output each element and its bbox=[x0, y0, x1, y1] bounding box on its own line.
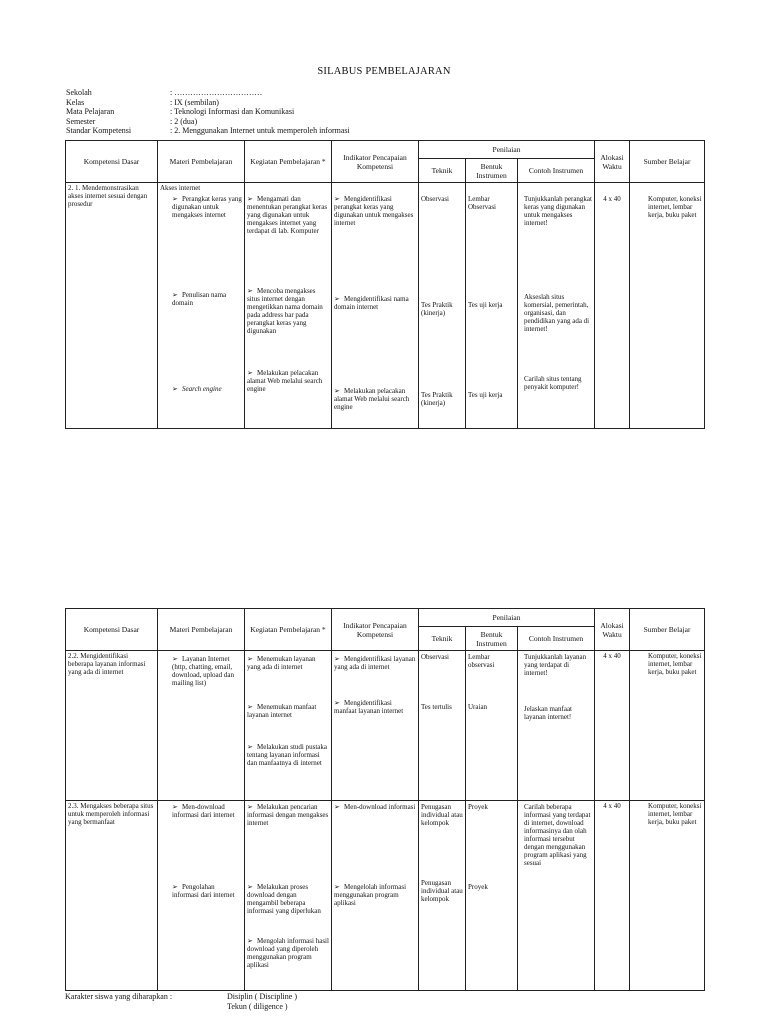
contoh-text: Akseslah situs komersial, pemerintah, organisasi, dan pendidikan yang ada di internet! bbox=[524, 293, 590, 333]
arrow-bullet-icon: ➢ bbox=[172, 385, 178, 393]
footer-row bbox=[65, 992, 297, 1002]
indikator-cell bbox=[332, 801, 419, 991]
header-contoh: Contoh Instrumen bbox=[518, 627, 595, 651]
header-materi: Materi Pembelajaran bbox=[158, 141, 245, 183]
indikator-item bbox=[334, 387, 416, 411]
kegiatan-item bbox=[247, 743, 329, 767]
arrow-bullet-icon: ➢ bbox=[247, 655, 253, 663]
arrow-bullet-icon: ➢ bbox=[334, 883, 340, 891]
teknik-text: Penugasan individual atau kelompok bbox=[421, 803, 463, 827]
meta-label: Sekolah bbox=[66, 88, 92, 97]
meta-value: : …………………………… bbox=[170, 88, 263, 97]
arrow-bullet-icon: ➢ bbox=[334, 803, 340, 811]
alokasi-text: 4 x 40 bbox=[603, 652, 621, 660]
footer-karakter bbox=[65, 992, 297, 1012]
kegiatan-cell bbox=[245, 183, 332, 429]
indikator-text: Men-download informasi bbox=[344, 803, 416, 811]
contoh-text: Jelaskan manfaat layanan internet! bbox=[524, 705, 573, 721]
kegiatan-item bbox=[247, 655, 329, 671]
teknik-text: Observasi bbox=[421, 195, 449, 203]
kegiatan-text: Menemukan layanan yang ada di internet bbox=[247, 655, 316, 671]
contoh-cell bbox=[518, 183, 595, 429]
arrow-bullet-icon: ➢ bbox=[172, 883, 178, 891]
header-penilaian: Penilaian bbox=[419, 141, 595, 159]
materi-text: Penulisan nama domain bbox=[172, 291, 227, 307]
meta-label: Kelas bbox=[66, 97, 85, 107]
indikator-item bbox=[334, 803, 416, 811]
syllabus-meta bbox=[66, 88, 350, 136]
footer-value: Tekun ( diligence ) bbox=[227, 1002, 288, 1011]
bentuk-text: Tes uji kerja bbox=[468, 301, 503, 309]
arrow-bullet-icon: ➢ bbox=[334, 699, 340, 707]
kd-cell bbox=[66, 801, 158, 991]
indikator-text: Melakukan pelacakan alamat Web melalui search engine bbox=[334, 387, 410, 411]
meta-row bbox=[66, 98, 350, 108]
alokasi-text: 4 x 40 bbox=[603, 802, 621, 810]
materi-item bbox=[160, 803, 242, 819]
contoh-cell bbox=[518, 801, 595, 991]
sumber-text: Komputer, koneksi internet, lembar kerja, buku paket bbox=[648, 652, 702, 676]
header-materi: Materi Pembelajaran bbox=[158, 609, 245, 651]
kegiatan-item bbox=[247, 937, 329, 969]
indikator-item bbox=[334, 295, 416, 311]
contoh-text: Tunjukkanlah layanan yang terdapat di internet! bbox=[524, 653, 587, 677]
materi-item bbox=[160, 883, 242, 899]
materi-item bbox=[160, 655, 242, 687]
teknik-text: Penugasan individual atau kelompok bbox=[421, 879, 463, 903]
header-bentuk: Bentuk Instrumen bbox=[466, 159, 518, 183]
arrow-bullet-icon: ➢ bbox=[247, 803, 253, 811]
kegiatan-item bbox=[247, 803, 329, 827]
indikator-text: Mengidentifikasi layanan yang ada di internet bbox=[334, 655, 416, 671]
materi-text: Men-download informasi dari internet bbox=[172, 803, 235, 819]
materi-text: Search engine bbox=[182, 385, 222, 393]
arrow-bullet-icon: ➢ bbox=[247, 743, 253, 751]
arrow-bullet-icon: ➢ bbox=[247, 369, 253, 377]
kegiatan-item bbox=[247, 195, 329, 235]
indikator-text: Mengidentifikasi perangkat keras yang digunakan untuk mengakses internet bbox=[334, 195, 414, 227]
kegiatan-text: Melakukan pelacakan alamat Web melalui search engine bbox=[247, 369, 323, 393]
kegiatan-item bbox=[247, 703, 329, 719]
arrow-bullet-icon: ➢ bbox=[334, 655, 340, 663]
arrow-bullet-icon: ➢ bbox=[247, 937, 253, 945]
kd-text: 2.2. Mengidentifikasi beberapa layanan informasi yang ada di internet bbox=[68, 652, 146, 676]
indikator-text: Mengidentifikasi manfaat layanan internet bbox=[334, 699, 404, 715]
kegiatan-text: Melakukan pencarian informasi dengan mengakses internet bbox=[247, 803, 329, 827]
materi-cell bbox=[158, 183, 245, 429]
arrow-bullet-icon: ➢ bbox=[334, 387, 340, 395]
kegiatan-text: Mengamati dan menentukan perangkat keras yang digunakan untuk mengakses internet yang terdapat di lab. Komputer bbox=[247, 195, 328, 235]
materi-cell bbox=[158, 651, 245, 801]
header-kompetensi: Kompetensi Dasar bbox=[66, 141, 158, 183]
kd-cell bbox=[66, 183, 158, 429]
materi-text: Pengolahan informasi dari internet bbox=[172, 883, 235, 899]
header-kegiatan: Kegiatan Pembelajaran * bbox=[245, 141, 332, 183]
kegiatan-text: Melakukan studi pustaka tentang layanan informasi dan manfaatnya di internet bbox=[247, 743, 327, 767]
meta-value: : Teknologi Informasi dan Komunikasi bbox=[170, 107, 295, 117]
bentuk-cell bbox=[466, 183, 518, 429]
header-teknik: Teknik bbox=[419, 159, 466, 183]
header-alokasi: Alokasi Waktu bbox=[595, 141, 630, 183]
kegiatan-item bbox=[247, 883, 329, 915]
indikator-item bbox=[334, 883, 416, 907]
arrow-bullet-icon: ➢ bbox=[247, 287, 253, 295]
bentuk-text: Lembar Observasi bbox=[468, 195, 496, 211]
indikator-item bbox=[334, 195, 416, 227]
header-sumber: Sumber Belajar bbox=[630, 141, 705, 183]
contoh-text: Tunjukkanlah perangkat keras yang digunakan untuk mengakses internet! bbox=[524, 195, 592, 227]
kegiatan-cell bbox=[245, 801, 332, 991]
indikator-cell bbox=[332, 651, 419, 801]
meta-value: : 2 (dua) bbox=[170, 116, 198, 126]
arrow-bullet-icon: ➢ bbox=[172, 655, 178, 663]
kegiatan-item bbox=[247, 369, 329, 393]
alokasi-cell bbox=[595, 651, 630, 801]
materi-text: Akses internet bbox=[160, 184, 201, 192]
meta-label: Mata Pelajaran bbox=[66, 107, 115, 117]
header-penilaian: Penilaian bbox=[419, 609, 595, 627]
syllabus-table-2 bbox=[65, 608, 705, 991]
meta-label: Standar Kompetensi bbox=[66, 126, 132, 136]
arrow-bullet-icon: ➢ bbox=[334, 295, 340, 303]
materi-text: Perangkat keras yang digunakan untuk mengakses internet bbox=[172, 195, 242, 219]
footer-value: Disiplin ( Discipline ) bbox=[227, 992, 297, 1001]
kegiatan-text: Menemukan manfaat layanan internet bbox=[247, 703, 317, 719]
bentuk-text: Uraian bbox=[468, 703, 488, 711]
header-teknik: Teknik bbox=[419, 627, 466, 651]
bentuk-text: Proyek bbox=[468, 883, 488, 891]
contoh-text: Carilah beberapa informasi yang terdapat di internet, download informasinya dan olah informasi tersebut dengan menggunakan program aplikasi yang sesuai bbox=[524, 803, 591, 867]
meta-row bbox=[66, 88, 350, 98]
arrow-bullet-icon: ➢ bbox=[172, 803, 178, 811]
sumber-cell bbox=[630, 651, 705, 801]
materi-item bbox=[160, 385, 242, 393]
teknik-text: Observasi bbox=[421, 653, 449, 661]
kegiatan-item bbox=[247, 287, 329, 335]
header-kegiatan: Kegiatan Pembelajaran * bbox=[245, 609, 332, 651]
bentuk-text: Lembar observasi bbox=[468, 653, 495, 669]
materi-item bbox=[160, 291, 242, 307]
bentuk-text: Tes uji kerja bbox=[468, 391, 503, 399]
materi-cell bbox=[158, 801, 245, 991]
teknik-cell bbox=[419, 183, 466, 429]
meta-value: : IX (sembilan) bbox=[170, 97, 219, 107]
contoh-cell bbox=[518, 651, 595, 801]
meta-row bbox=[66, 126, 350, 136]
kd-cell bbox=[66, 651, 158, 801]
alokasi-cell bbox=[595, 183, 630, 429]
materi-text: Layanan Internet (http, chatting, email, download, upload dan mailing list) bbox=[172, 655, 235, 687]
contoh-text: Carilah situs tentang penyakit komputer! bbox=[524, 375, 582, 391]
header-indikator: Indikator Pencapaian Kompetensi bbox=[332, 609, 419, 651]
arrow-bullet-icon: ➢ bbox=[247, 883, 253, 891]
arrow-bullet-icon: ➢ bbox=[247, 195, 253, 203]
indikator-cell bbox=[332, 183, 419, 429]
bentuk-cell bbox=[466, 801, 518, 991]
meta-row bbox=[66, 107, 350, 117]
teknik-text: Tes tertulis bbox=[421, 703, 452, 711]
teknik-text: Tes Praktik (kinerja) bbox=[421, 391, 453, 407]
header-contoh: Contoh Instrumen bbox=[518, 159, 595, 183]
meta-row bbox=[66, 117, 350, 127]
page-title: SILABUS PEMBELAJARAN bbox=[317, 66, 451, 77]
indikator-item bbox=[334, 655, 416, 671]
header-sumber: Sumber Belajar bbox=[630, 609, 705, 651]
indikator-item bbox=[334, 699, 416, 715]
indikator-text: Mengelolah informasi menggunakan program aplikasi bbox=[334, 883, 407, 907]
materi-item bbox=[160, 195, 242, 219]
kegiatan-cell bbox=[245, 651, 332, 801]
bentuk-cell bbox=[466, 651, 518, 801]
kegiatan-text: Melakukan proses download dengan mengambil beberapa informasi yang diperlukan bbox=[247, 883, 321, 915]
syllabus-table-1 bbox=[65, 140, 705, 429]
alokasi-cell bbox=[595, 801, 630, 991]
teknik-cell bbox=[419, 801, 466, 991]
kegiatan-text: Mengolah informasi hasil download yang diperoleh menggunakan program aplikasi bbox=[247, 937, 329, 969]
bentuk-text: Proyek bbox=[468, 803, 488, 811]
arrow-bullet-icon: ➢ bbox=[247, 703, 253, 711]
meta-label: Semester bbox=[66, 116, 96, 126]
sumber-cell bbox=[630, 183, 705, 429]
indikator-text: Mengidentifikasi nama domain internet bbox=[334, 295, 409, 311]
sumber-cell bbox=[630, 801, 705, 991]
kegiatan-text: Mencoba mengakses situs internet dengan mengetikkan nama domain pada address bar pada perangkat keras yang digunakan bbox=[247, 287, 323, 335]
arrow-bullet-icon: ➢ bbox=[172, 291, 178, 299]
alokasi-text: 4 x 40 bbox=[603, 195, 621, 203]
teknik-cell bbox=[419, 651, 466, 801]
footer-label: Karakter siswa yang diharapkan : bbox=[65, 992, 173, 1001]
sumber-text: Komputer, koneksi internet, lembar kerja, buku paket bbox=[648, 802, 702, 826]
arrow-bullet-icon: ➢ bbox=[172, 195, 178, 203]
header-kompetensi: Kompetensi Dasar bbox=[66, 609, 158, 651]
footer-spacer bbox=[65, 1002, 227, 1012]
header-indikator: Indikator Pencapaian Kompetensi bbox=[332, 141, 419, 183]
teknik-text: Tes Praktik (kinerja) bbox=[421, 301, 453, 317]
meta-value: : 2. Menggunakan Internet untuk memperoleh informasi bbox=[170, 126, 350, 136]
kd-text: 2.3. Mengakses beberapa situs untuk memperoleh informasi yang bermanfaat bbox=[68, 802, 154, 826]
sumber-text: Komputer, koneksi internet, lembar kerja, buku paket bbox=[648, 195, 702, 219]
kd-text: 2. 1. Mendemonstrasikan akses internet sesuai dengan prosedur bbox=[68, 184, 148, 208]
header-alokasi: Alokasi Waktu bbox=[595, 609, 630, 651]
arrow-bullet-icon: ➢ bbox=[334, 195, 340, 203]
header-bentuk: Bentuk Instrumen bbox=[466, 627, 518, 651]
footer-row bbox=[65, 1002, 297, 1012]
